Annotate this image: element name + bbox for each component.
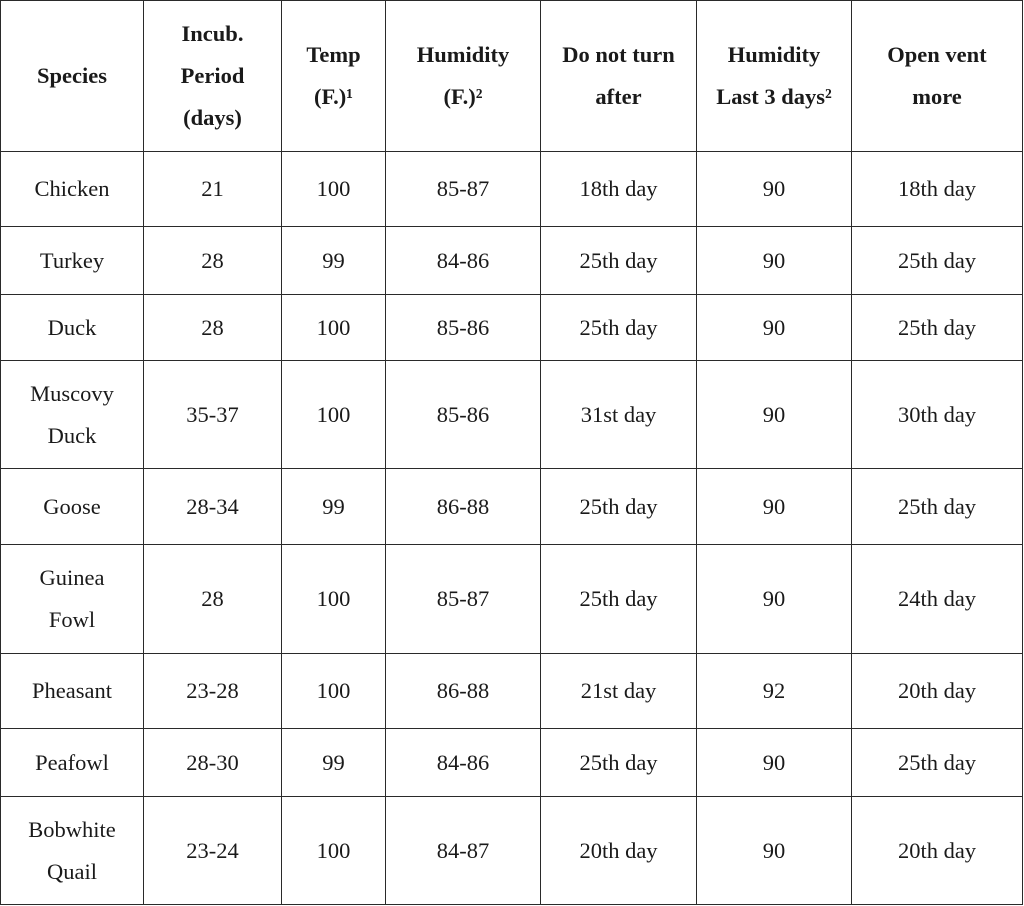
table-row bbox=[1, 152, 1023, 227]
open-vent-cell: 18th day bbox=[852, 152, 1023, 227]
header-temp bbox=[282, 1, 386, 152]
open-vent-cell: 25th day bbox=[852, 295, 1023, 361]
humidity-last3-cell: 90 bbox=[697, 797, 852, 905]
header-humidity-line-2: (F.)² bbox=[443, 84, 483, 109]
temp-cell: 100 bbox=[282, 361, 386, 469]
open-vent-cell: 25th day bbox=[852, 227, 1023, 295]
temp-cell: 100 bbox=[282, 654, 386, 729]
humidity-cell: 86-88 bbox=[386, 654, 541, 729]
period-cell: 28 bbox=[144, 545, 282, 654]
humidity-cell: 86-88 bbox=[386, 469, 541, 545]
header-incubation-period bbox=[144, 1, 282, 152]
do-not-turn-cell: 25th day bbox=[541, 545, 697, 654]
humidity-last3-cell: 90 bbox=[697, 227, 852, 295]
humidity-last3-cell: 90 bbox=[697, 729, 852, 797]
species-line: Pheasant bbox=[32, 678, 112, 703]
species-cell bbox=[1, 654, 144, 729]
species-cell bbox=[1, 797, 144, 905]
species-line-2: Fowl bbox=[48, 607, 96, 632]
temp-cell: 99 bbox=[282, 469, 386, 545]
do-not-turn-cell: 21st day bbox=[541, 654, 697, 729]
humidity-last3-cell: 90 bbox=[697, 361, 852, 469]
temp-cell: 99 bbox=[282, 227, 386, 295]
species-line: Goose bbox=[43, 493, 101, 519]
table-row bbox=[1, 654, 1023, 729]
table-header bbox=[1, 1, 1023, 152]
humidity-cell: 85-86 bbox=[386, 361, 541, 469]
header-open-vent bbox=[852, 1, 1023, 152]
header-do-not-turn-line-1: Do not turn bbox=[562, 42, 675, 67]
species-cell bbox=[1, 545, 144, 654]
header-humidity-last-3-days bbox=[697, 1, 852, 152]
table-row bbox=[1, 469, 1023, 545]
species-cell bbox=[1, 227, 144, 295]
open-vent-cell: 20th day bbox=[852, 654, 1023, 729]
species-line-1: Bobwhite bbox=[28, 816, 116, 842]
species-cell bbox=[1, 295, 144, 361]
period-cell: 28 bbox=[144, 227, 282, 295]
do-not-turn-cell: 18th day bbox=[541, 152, 697, 227]
open-vent-cell: 25th day bbox=[852, 469, 1023, 545]
table-body bbox=[1, 152, 1023, 905]
header-humidity-line-1: Humidity bbox=[416, 42, 510, 67]
period-cell: 28-34 bbox=[144, 469, 282, 545]
humidity-last3-cell: 92 bbox=[697, 654, 852, 729]
table-row bbox=[1, 797, 1023, 905]
species-cell bbox=[1, 361, 144, 469]
do-not-turn-cell: 25th day bbox=[541, 469, 697, 545]
table-row bbox=[1, 361, 1023, 469]
humidity-cell: 84-86 bbox=[386, 729, 541, 797]
period-cell: 35-37 bbox=[144, 361, 282, 469]
header-species-line: Species bbox=[37, 63, 107, 88]
header-row bbox=[1, 1, 1023, 152]
species-cell bbox=[1, 729, 144, 797]
period-cell: 23-24 bbox=[144, 797, 282, 905]
open-vent-cell: 20th day bbox=[852, 797, 1023, 905]
header-open-vent-line-2: more bbox=[912, 84, 962, 109]
header-period-line-3: (days) bbox=[183, 105, 242, 130]
do-not-turn-cell: 25th day bbox=[541, 295, 697, 361]
species-line: Duck bbox=[47, 314, 97, 340]
period-cell: 28 bbox=[144, 295, 282, 361]
temp-cell: 100 bbox=[282, 797, 386, 905]
do-not-turn-cell: 20th day bbox=[541, 797, 697, 905]
species-line: Turkey bbox=[39, 247, 105, 273]
header-period-line-2: Period bbox=[180, 63, 245, 88]
species-line-1: Guinea bbox=[39, 565, 105, 590]
temp-cell: 99 bbox=[282, 729, 386, 797]
species-line: Chicken bbox=[34, 176, 110, 201]
header-humidity-last3-line-2: Last 3 days² bbox=[716, 84, 832, 109]
humidity-last3-cell: 90 bbox=[697, 295, 852, 361]
header-humidity-last3-line-1: Humidity bbox=[727, 42, 821, 67]
header-humidity bbox=[386, 1, 541, 152]
table-row bbox=[1, 295, 1023, 361]
header-do-not-turn bbox=[541, 1, 697, 152]
header-open-vent-line-1: Open vent bbox=[887, 42, 987, 67]
humidity-cell: 84-87 bbox=[386, 797, 541, 905]
temp-cell: 100 bbox=[282, 545, 386, 654]
period-cell: 23-28 bbox=[144, 654, 282, 729]
do-not-turn-cell: 25th day bbox=[541, 729, 697, 797]
header-temp-line-2: (F.)¹ bbox=[313, 84, 354, 109]
open-vent-cell: 24th day bbox=[852, 545, 1023, 654]
humidity-last3-cell: 90 bbox=[697, 545, 852, 654]
humidity-cell: 84-86 bbox=[386, 227, 541, 295]
humidity-cell: 85-87 bbox=[386, 545, 541, 654]
table-row bbox=[1, 545, 1023, 654]
species-line-1: Muscovy bbox=[30, 380, 114, 406]
open-vent-cell: 30th day bbox=[852, 361, 1023, 469]
period-cell: 28-30 bbox=[144, 729, 282, 797]
humidity-last3-cell: 90 bbox=[697, 469, 852, 545]
do-not-turn-cell: 31st day bbox=[541, 361, 697, 469]
header-period-line-1: Incub. bbox=[181, 21, 244, 46]
species-line: Peafowl bbox=[35, 749, 109, 775]
header-do-not-turn-line-2: after bbox=[595, 84, 642, 109]
species-cell bbox=[1, 152, 144, 227]
do-not-turn-cell: 25th day bbox=[541, 227, 697, 295]
table-row bbox=[1, 729, 1023, 797]
table-row bbox=[1, 227, 1023, 295]
humidity-cell: 85-87 bbox=[386, 152, 541, 227]
open-vent-cell: 25th day bbox=[852, 729, 1023, 797]
temp-cell: 100 bbox=[282, 152, 386, 227]
humidity-cell: 85-86 bbox=[386, 295, 541, 361]
species-line-2: Quail bbox=[47, 858, 97, 884]
species-line-2: Duck bbox=[47, 422, 97, 448]
header-species bbox=[1, 1, 144, 152]
species-cell bbox=[1, 469, 144, 545]
temp-cell: 100 bbox=[282, 295, 386, 361]
period-cell: 21 bbox=[144, 152, 282, 227]
humidity-last3-cell: 90 bbox=[697, 152, 852, 227]
header-temp-line-1: Temp bbox=[306, 42, 361, 67]
